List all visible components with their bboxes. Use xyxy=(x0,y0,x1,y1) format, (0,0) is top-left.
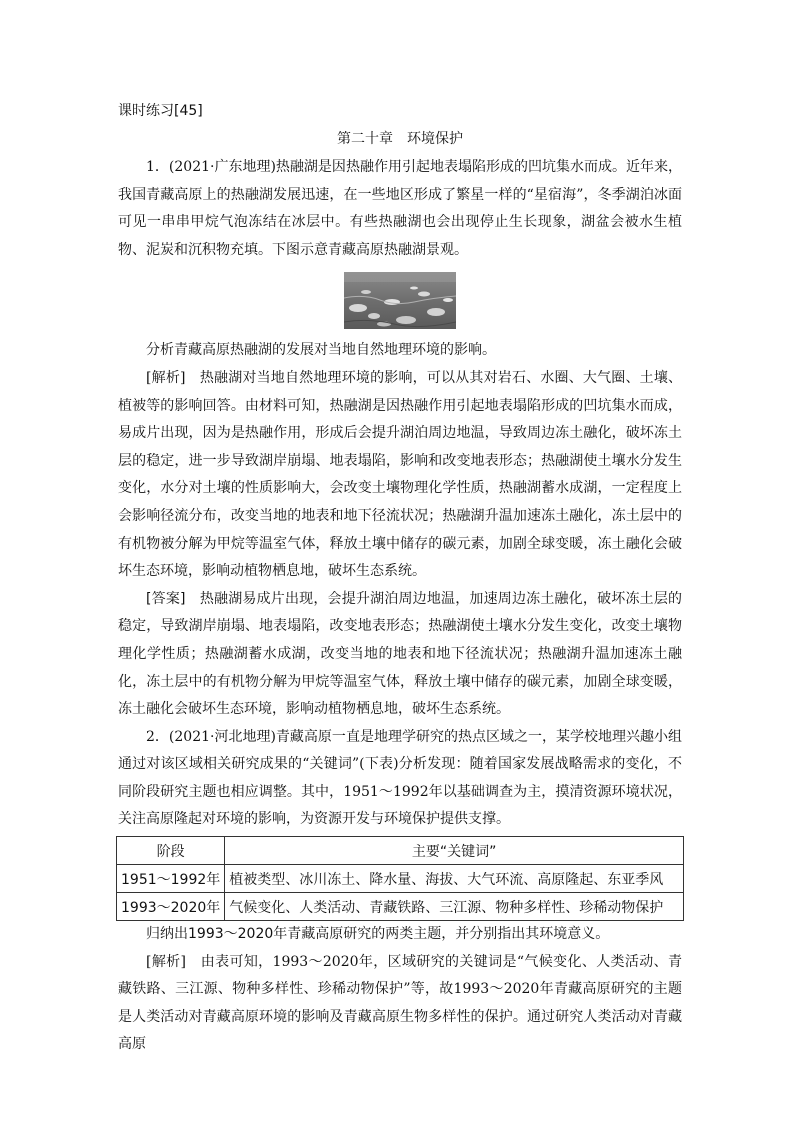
thermokarst-lake-photo xyxy=(344,272,456,329)
table-header-row xyxy=(117,837,684,865)
q1-stem: 1．(2021·广东地理)热融湖是因热融作用引起地表塌陷形成的凹坑集水而成。近年来，我国青藏高原上的热融湖发展迅速，在一些地区形成了繁星一样的“星宿海”，冬季湖泊冰面可见一串串甲烷气泡冻结在冰层中。有些热融湖也会出现停止生长现象，湖盆会被水生植物、泥炭和沉积物充填。下图示意青藏高原热融湖景观。 xyxy=(118,159,682,258)
table-row xyxy=(117,893,684,921)
table-header-keywords: 主要“关键词” xyxy=(225,837,684,865)
q1-answer: [答案] 热融湖易成片出现，会提升湖泊周边地温，加速周边冻土融化，破坏冻土层的稳定，导致湖岸崩塌、地表塌陷，改变地表形态；热融湖使土壤水分发生变化，改变土壤物理化学性质；热融湖蓄水成湖，改变当地的地表和地下径流状况；热融湖升温加速冻土融化，冻土层中的有机物分解为甲烷等温室气体，释放土壤中储存的碳元素，加剧全球变暖，冻土融化会破坏生态环境，影响动植物栖息地，破坏生态系统。 xyxy=(118,590,682,718)
table-cell-keywords: 植被类型、冰川冻土、降水量、海拔、大气环流、高原隆起、东亚季风 xyxy=(225,865,684,893)
table-cell-stage: 1951～1992年 xyxy=(117,865,225,893)
chapter-title: 第二十章 环境保护 xyxy=(337,131,463,147)
table-row xyxy=(117,865,684,893)
keywords-table xyxy=(116,836,684,921)
q1-analysis: [解析] 热融湖对当地自然地理环境的影响，可以从其对岩石、水圈、大气圈、土壤、植被等的影响回答。由材料可知，热融湖是因热融作用引起地表塌陷形成的凹坑集水而成，易成片出现，因为是热融作用，形成后会提升湖泊周边地温，导致周边冻土融化，破坏冻土层的稳定，进一步导致湖岸崩塌、地表塌陷，影响和改变地表形态；热融湖使土壤水分发生变化，水分对土壤的性质影响大，会改变土壤物理化学性质，热融湖蓄水成湖，一定程度上会影响径流分布，改变当地的地表和地下径流状况；热融湖升温加速冻土融化，冻土层中的有机物被分解为甲烷等温室气体，释放土壤中储存的碳元素，加剧全球变暖，冻土融化会破坏生态环境，影响动植物栖息地，破坏生态系统。 xyxy=(118,369,682,580)
table-cell-keywords: 气候变化、人类活动、青藏铁路、三江源、物种多样性、珍稀动物保护 xyxy=(225,893,684,921)
table-cell-stage: 1993～2020年 xyxy=(117,893,225,921)
document-content xyxy=(118,100,682,1059)
lesson-header: 课时练习[45] xyxy=(118,103,203,119)
table-header-stage: 阶段 xyxy=(117,837,225,865)
q2-analysis: [解析] 由表可知，1993～2020年，区域研究的关键词是“气候变化、人类活动、青藏铁路、三江源、物种多样性、珍稀动物保护”等，故1993～2020年青藏高原研究的主题是人类活动对青藏高原环境的影响及青藏高原生物多样性的保护。通过研究人类活动对青藏高原 xyxy=(118,953,682,1053)
q1-question: 分析青藏高原热融湖的发展对当地自然地理环境的影响。 xyxy=(146,342,496,359)
q2-question: 归纳出1993～2020年青藏高原研究的两类主题，并分别指出其环境意义。 xyxy=(146,926,610,943)
q2-stem: 2．(2021·河北地理)青藏高原一直是地理学研究的热点区域之一，某学校地理兴趣小组通过对该区域相关研究成果的“关键词”(下表)分析发现：随着国家发展战略需求的变化，不同阶段研究主题也相应调整。其中，1951～1992年以基础调查为主，摸清资源环境状况，关注高原隆起对环境的影响，为资源开发与环境保护提供支撑。 xyxy=(118,728,682,828)
